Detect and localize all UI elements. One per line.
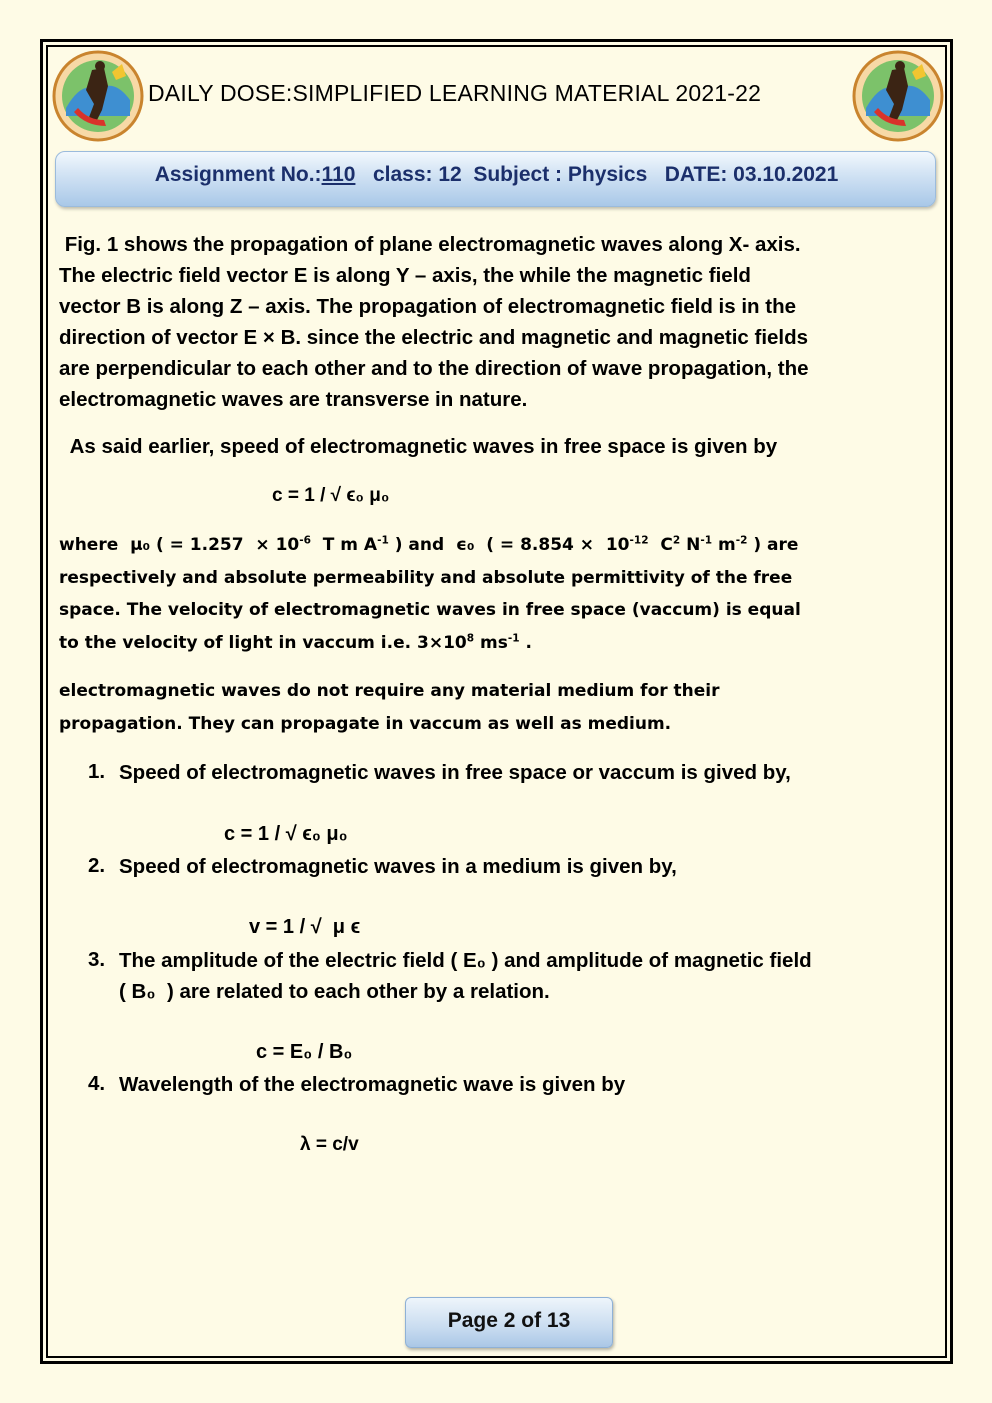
list-item-text: Wavelength of the electromagnetic wave is given by (119, 1073, 626, 1096)
paragraph-line: to the velocity of light in vaccum i.e. $3\times 10^8$ $ms^{-1}$ . (59, 631, 532, 653)
paragraph-line: propagation. They can propagate in vaccum as well as medium. (59, 713, 672, 734)
list-formula: λ = c/v (300, 1134, 359, 1155)
medium-paragraph (59, 675, 939, 740)
paragraph-line: are perpendicular to each other and to the direction of wave propagation, the (59, 357, 809, 380)
paragraph-line: vector B is along Z – axis. The propagation of electromagnetic field is in the (59, 295, 797, 318)
list-number: 4. (88, 1072, 106, 1095)
list-number: 2. (88, 854, 106, 877)
page-indicator-label: Page 2 of 13 (447, 1309, 571, 1332)
school-logo-left (52, 50, 144, 142)
list-item-text: Speed of electromagnetic waves in free space or vaccum is gived by, (119, 761, 791, 784)
assignment-info (56, 163, 937, 187)
speed-formula: c = 1 / √ ϵ₀ μ₀ (272, 485, 390, 506)
assignment-details: class: 12 Subject : Physics DATE: 03.10.2021 (355, 163, 839, 186)
paragraph-line: respectively and absolute permeability and absolute permittivity of the free (59, 567, 793, 588)
assignment-number: 110 (321, 163, 356, 186)
paragraph-line: Fig. 1 shows the propagation of plane electromagnetic waves along X- axis. (59, 233, 801, 256)
paragraph-line: direction of vector E × B. since the electric and magnetic and magnetic fields (59, 326, 809, 349)
paragraph-line: space. The velocity of electromagnetic waves in free space (vaccum) is equal (59, 600, 801, 620)
list-item-text (119, 945, 919, 1007)
constants-paragraph (59, 529, 939, 659)
school-logo-right (852, 50, 944, 142)
paragraph-line: The electric field vector E is along Y – axis, the while the magnetic field (59, 264, 751, 287)
speed-intro: As said earlier, speed of electromagnetic waves in free space is given by (59, 435, 778, 458)
paragraph-line: electromagnetic waves are transverse in nature. (59, 388, 528, 411)
paragraph-line: electromagnetic waves do not require any material medium for their (59, 681, 720, 701)
list-item-line: The amplitude of the electric field ( E₀ ) and amplitude of magnetic field (119, 949, 812, 972)
document-title: DAILY DOSE:SIMPLIFIED LEARNING MATERIAL 2021-22 (148, 80, 762, 106)
list-number: 3. (88, 948, 106, 971)
assignment-label: Assignment No.: (154, 163, 322, 186)
list-item-text: Speed of electromagnetic waves in a medium is given by, (119, 855, 677, 878)
list-formula: v = 1 / √ μ ϵ (249, 916, 361, 938)
list-number: 1. (88, 760, 106, 783)
page-indicator-button[interactable] (405, 1297, 613, 1348)
intro-paragraph (59, 229, 939, 415)
list-item-line: ( B₀ ) are related to each other by a relation. (119, 980, 550, 1003)
assignment-banner (55, 151, 936, 207)
paragraph-line: where μ₀ ( = $1.257 \times 10^{-6}$ T m $A^{-1}$ ) and ϵ₀ ( = $8.854 \times 10^{-12}$ $C^2$ $N^{-1}$ $m^{-2}$ ) are (59, 534, 799, 555)
list-formula: c = E₀ / B₀ (256, 1041, 353, 1063)
list-formula: c = 1 / √ ϵ₀ μ₀ (224, 823, 348, 845)
